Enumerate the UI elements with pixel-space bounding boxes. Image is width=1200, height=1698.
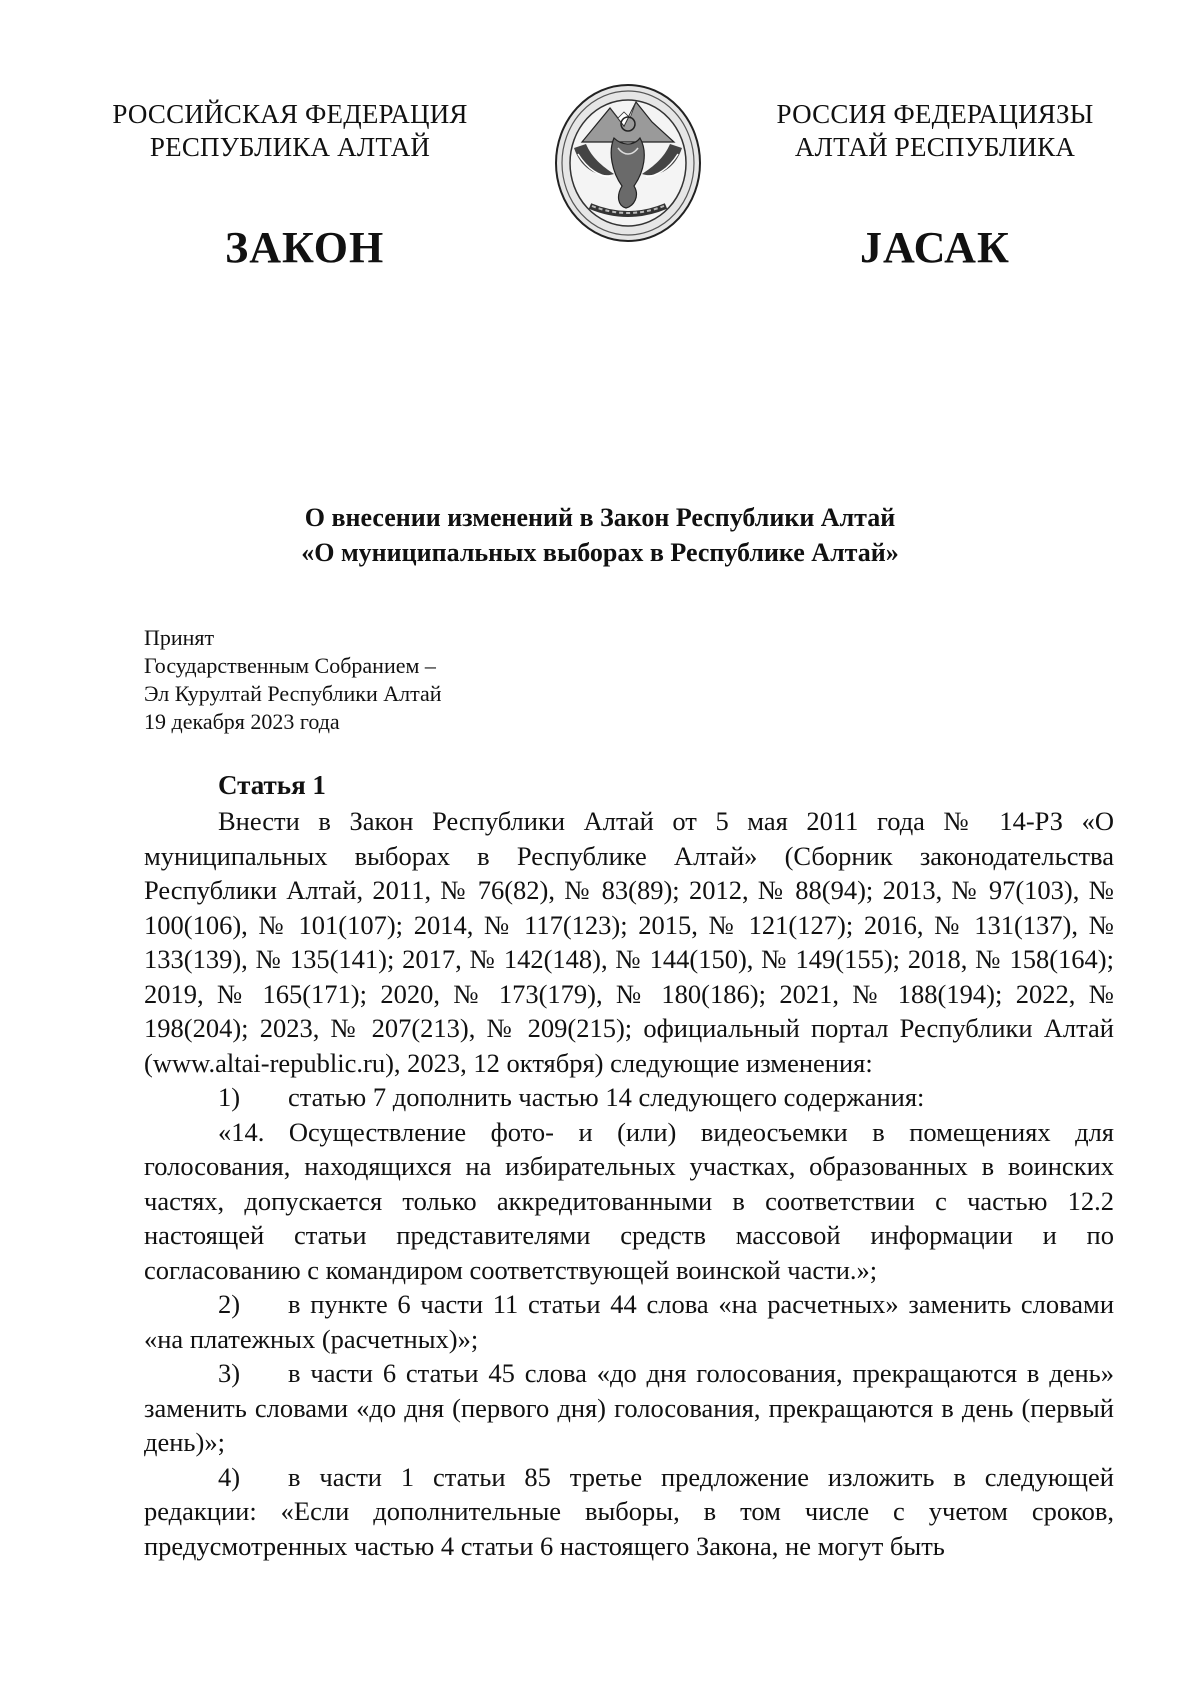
- article-heading: Статья 1: [218, 770, 326, 800]
- law-heading-ru: ЗАКОН: [225, 223, 385, 272]
- adoption-block: [144, 624, 442, 736]
- article-body: [144, 804, 1114, 1563]
- adopted-date: 19 декабря 2023 года: [144, 709, 340, 734]
- item-text: в части 1 статьи 85 третье предложение изложить в следующей редакции: «Если дополнительные выборы, в том числе с учетом сроков, предусмотренных частью 4 статьи 6 настоящего Закона, не могут быть: [144, 1461, 1114, 1561]
- header-russian-block: [95, 98, 485, 164]
- header-country-ru: РОССИЙСКАЯ ФЕДЕРАЦИЯ: [112, 99, 468, 129]
- item-number: 3): [218, 1358, 241, 1388]
- coat-of-arms-emblem: [552, 82, 704, 244]
- list-item: [144, 1287, 1114, 1356]
- header-republic-alt: АЛТАЙ РЕСПУБЛИКА: [794, 132, 1076, 162]
- header-country-alt: РОССИЯ ФЕДЕРАЦИЯЗЫ: [776, 99, 1094, 129]
- item-number: 2): [218, 1289, 241, 1319]
- item-text: статью 7 дополнить частью 14 следующего содержания:: [288, 1082, 925, 1112]
- item-number: 4): [218, 1461, 241, 1492]
- list-item: [144, 1080, 1114, 1115]
- item-quote: «14. Осуществление фото- и (или) видеосъемки в помещениях для голосования, находящихся на избирательных участках, образованных в воинских частях, допускается только аккредитованными в соответствии с частью 12.2 настоящей статьи представителями средств массовой информации и по согласованию с командиром соответствующей воинской части.»;: [144, 1116, 1114, 1285]
- header-republic-ru: РЕСПУБЛИКА АЛТАЙ: [149, 132, 431, 162]
- title-line-2: «О муниципальных выборах в Республике Алтай»: [301, 538, 899, 567]
- law-heading-alt: JАСАК: [860, 223, 1010, 272]
- list-item: [144, 1356, 1114, 1460]
- adopted-label: Принят: [144, 625, 215, 650]
- article-intro: Внести в Закон Республики Алтай от 5 мая 2011 года № 14-РЗ «О муниципальных выборах в Республике Алтай» (Сборник законодательства Республики Алтай, 2011, № 76(82), № 83(89); 2012, № 88(94); 2013, № 97(103), № 100(106), № 101(107); 2014, № 117(123); 2015, № 121(127); 2016, № 131(137), № 133(139), № 135(141); 2017, № 142(148), № 144(150), № 149(155); 2018, № 158(164); 2019, № 165(171); 2020, № 173(179), № 180(186); 2021, № 188(194); 2022, № 198(204); 2023, № 207(213), № 209(215); официальный портал Республики Алтай (www.altai-republic.ru), 2023, 12 октября) следующие изменения:: [144, 806, 1114, 1078]
- document-title: [150, 500, 1050, 570]
- adopted-body: Государственным Собранием –: [144, 653, 436, 678]
- header-altai-block: [770, 98, 1100, 164]
- item-text: в части 6 статьи 45 слова «до дня голосования, прекращаются в день» заменить словами «до дня (первого дня) голосования, прекращаются в день (первый день)»;: [144, 1358, 1114, 1457]
- list-item: [144, 1460, 1114, 1564]
- item-number: 1): [218, 1082, 241, 1112]
- title-line-1: О внесении изменений в Закон Республики Алтай: [304, 503, 896, 532]
- adopted-body-name: Эл Курултай Республики Алтай: [144, 681, 442, 706]
- item-text: в пункте 6 части 11 статьи 44 слова «на расчетных» заменить словами «на платежных (расчетных)»;: [144, 1289, 1114, 1354]
